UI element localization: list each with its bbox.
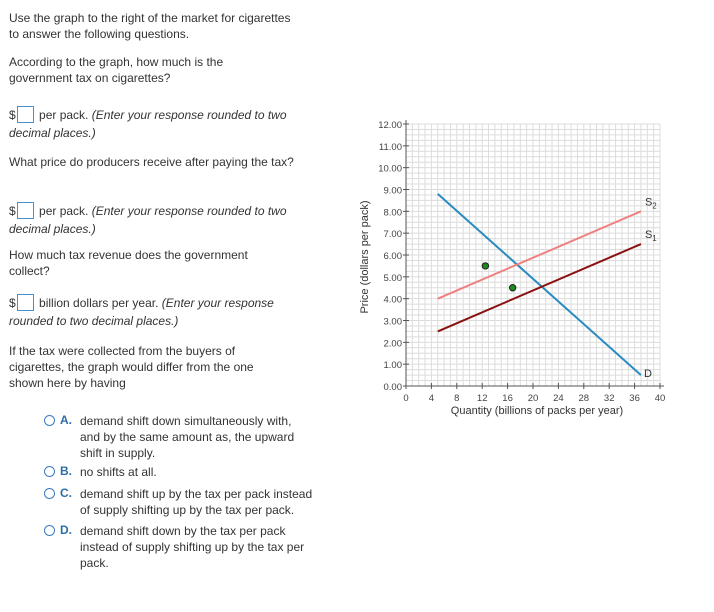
x-tick-label: 0 bbox=[403, 393, 409, 404]
x-tick-label: 4 bbox=[428, 393, 435, 404]
y-tick-label: 10.00 bbox=[378, 163, 402, 175]
y-tick-label: 8.00 bbox=[383, 207, 402, 219]
y-tick-label: 12.00 bbox=[378, 120, 402, 131]
q2-unit: per pack. bbox=[39, 204, 89, 218]
y-tick-label: 1.00 bbox=[383, 360, 402, 372]
q3-instruction: (Enter your response rounded to two decimal places.) bbox=[9, 296, 274, 328]
option-d-text: demand shift down by the tax per pack instead of supply shifting up by the tax per pack. bbox=[80, 524, 305, 570]
x-tick-label: 20 bbox=[527, 393, 539, 404]
x-tick-label: 8 bbox=[454, 393, 460, 404]
y-tick-label: 5.00 bbox=[383, 272, 402, 284]
y-tick-label: 0.00 bbox=[383, 382, 402, 393]
x-tick-label: 36 bbox=[629, 393, 640, 404]
x-tick-label: 32 bbox=[603, 393, 615, 404]
x-tick-label: 12 bbox=[476, 393, 488, 404]
option-a-letter: A. bbox=[60, 413, 72, 427]
q4-question: If the tax were collected from the buyers of cigarettes, the graph would differ from the one shown here by having bbox=[9, 344, 254, 390]
x-tick-label: 16 bbox=[502, 393, 513, 404]
q1-dollar-sign: $ bbox=[9, 108, 16, 122]
y-tick-label: 6.00 bbox=[383, 251, 402, 262]
y-tick-label: 2.00 bbox=[383, 338, 402, 350]
x-tick-label: 28 bbox=[578, 393, 590, 404]
x-tick-label: 24 bbox=[553, 393, 564, 404]
curve-label-s2: $S_2$ bbox=[644, 196, 657, 211]
x-axis-label: Quantity (billions of packs per year) bbox=[450, 405, 624, 417]
equilibrium-point bbox=[482, 263, 488, 269]
y-tick-label: 9.00 bbox=[383, 185, 402, 197]
q3-unit: billion dollars per year. bbox=[39, 296, 159, 310]
curve-label-d: D bbox=[643, 368, 652, 381]
option-b-letter: B. bbox=[60, 464, 72, 478]
q3-question: How much tax revenue does the government collect? bbox=[9, 248, 248, 278]
equilibrium-point bbox=[509, 285, 515, 291]
y-tick-label: 4.00 bbox=[383, 294, 402, 306]
y-tick-label: 7.00 bbox=[383, 229, 402, 241]
option-d-letter: D. bbox=[60, 523, 72, 537]
chart-grid bbox=[406, 124, 660, 386]
curve-label-s1: $S_1$ bbox=[644, 229, 657, 244]
q2-question: What price do producers receive after paying the tax? bbox=[9, 155, 294, 169]
q2-instruction: (Enter your response rounded to two decimal places.) bbox=[9, 204, 287, 236]
q1-question: According to the graph, how much is the government tax on cigarettes? bbox=[9, 55, 224, 85]
chart-axes bbox=[406, 120, 664, 386]
y-tick-label: 3.00 bbox=[383, 316, 402, 328]
option-b-text: no shifts at all. bbox=[80, 465, 157, 479]
option-c-letter: C. bbox=[60, 486, 72, 500]
intro-text: Use the graph to the right of the market for cigarettes to answer the following questions. bbox=[9, 11, 291, 41]
x-tick-label: 40 bbox=[654, 393, 666, 404]
y-axis-label: Price (dollars per pack) bbox=[359, 200, 371, 314]
option-a-text: demand shift down simultaneously with, and by the same amount as, the upward shift in supply. bbox=[80, 414, 295, 460]
q1-instruction: (Enter your response rounded to two decimal places.) bbox=[9, 108, 287, 140]
q1-unit: per pack. bbox=[39, 108, 89, 122]
q2-dollar-sign: $ bbox=[9, 204, 16, 218]
q3-dollar-sign: $ bbox=[9, 296, 16, 310]
y-tick-label: 11.00 bbox=[378, 141, 402, 153]
option-c-text: demand shift up by the tax per pack instead of supply shifting up by the tax per pack. bbox=[80, 487, 313, 517]
